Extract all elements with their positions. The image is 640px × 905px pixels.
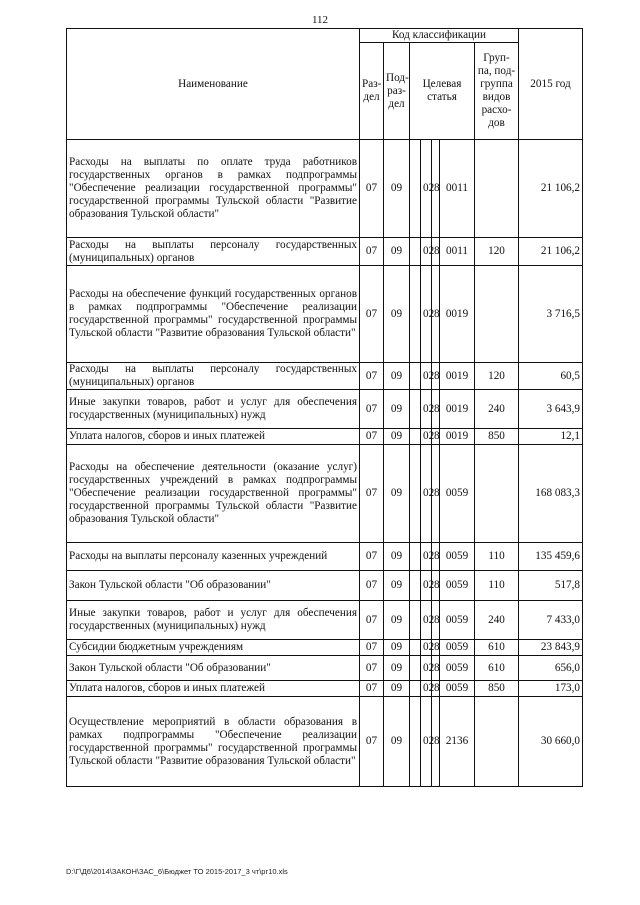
row-direction-code: 0059 — [440, 681, 475, 697]
row-program-code: 02 — [421, 601, 432, 640]
row-amount: 3 643,9 — [519, 390, 583, 429]
header-name: Наименование — [67, 29, 360, 140]
file-path-footer: D:\Г\Д6\2014\ЗАКОН\ЗАС_6\Бюджет ТО 2015-2017_3 чт\рг10.xls — [66, 867, 288, 876]
row-razdel: 07 — [360, 429, 384, 445]
row-expense-type: 240 — [475, 601, 519, 640]
header-code: Код классификации — [360, 29, 519, 43]
row-program-code: 02 — [421, 140, 432, 238]
table-row — [67, 601, 583, 640]
row-podrazdel: 09 — [384, 238, 410, 266]
row-podrazdel: 09 — [384, 640, 410, 656]
row-expense-type: 120 — [475, 363, 519, 390]
row-direction-code: 0011 — [440, 140, 475, 238]
row-program-code: 02 — [421, 681, 432, 697]
row-podrazdel: 09 — [384, 681, 410, 697]
row-amount: 12,1 — [519, 429, 583, 445]
page-number: 112 — [311, 14, 329, 26]
row-amount: 517,8 — [519, 571, 583, 601]
row-separator — [410, 140, 421, 238]
row-razdel: 07 — [360, 601, 384, 640]
row-separator — [410, 697, 421, 787]
row-separator — [410, 390, 421, 429]
row-expense-type: 850 — [475, 681, 519, 697]
row-podrazdel: 09 — [384, 571, 410, 601]
header-year: 2015 год — [519, 29, 583, 140]
row-name: Расходы на обеспечение функций государственных органов в рамках подпрограммы "Обеспечение реализации государственной программы" государственной программы Тульской области "Развитие образования Тульской области" — [67, 266, 360, 363]
row-podrazdel: 09 — [384, 363, 410, 390]
row-direction-code: 0059 — [440, 601, 475, 640]
row-amount: 656,0 — [519, 656, 583, 681]
row-subprogram-code: 8 — [432, 266, 440, 363]
row-razdel: 07 — [360, 681, 384, 697]
row-program-code: 02 — [421, 697, 432, 787]
row-expense-type: 110 — [475, 571, 519, 601]
row-podrazdel: 09 — [384, 266, 410, 363]
row-expense-type: 610 — [475, 656, 519, 681]
row-podrazdel: 09 — [384, 697, 410, 787]
row-name: Расходы на выплаты персоналу государственных (муниципальных) органов — [67, 363, 360, 390]
table-row — [67, 238, 583, 266]
row-name: Иные закупки товаров, работ и услуг для обеспечения государственных (муниципальных) нужд — [67, 390, 360, 429]
row-separator — [410, 543, 421, 571]
row-subprogram-code: 8 — [432, 697, 440, 787]
row-name: Расходы на выплаты персоналу казенных учреждений — [67, 543, 360, 571]
row-amount: 30 660,0 — [519, 697, 583, 787]
row-name: Уплата налогов, сборов и иных платежей — [67, 429, 360, 445]
row-name: Уплата налогов, сборов и иных платежей — [67, 681, 360, 697]
row-name: Расходы на выплаты персоналу государственных (муниципальных) органов — [67, 238, 360, 266]
table-row — [67, 266, 583, 363]
row-amount: 7 433,0 — [519, 601, 583, 640]
table-row — [67, 656, 583, 681]
row-separator — [410, 363, 421, 390]
row-program-code: 02 — [421, 266, 432, 363]
row-podrazdel: 09 — [384, 656, 410, 681]
row-razdel: 07 — [360, 640, 384, 656]
row-direction-code: 2136 — [440, 697, 475, 787]
row-subprogram-code: 8 — [432, 445, 440, 543]
row-razdel: 07 — [360, 543, 384, 571]
table-row — [67, 543, 583, 571]
row-separator — [410, 656, 421, 681]
row-amount: 168 083,3 — [519, 445, 583, 543]
row-expense-type — [475, 266, 519, 363]
row-separator — [410, 640, 421, 656]
header-target: Целевая статья — [410, 43, 475, 140]
row-subprogram-code: 8 — [432, 140, 440, 238]
row-amount: 21 106,2 — [519, 238, 583, 266]
row-program-code: 02 — [421, 390, 432, 429]
row-direction-code: 0059 — [440, 543, 475, 571]
row-name: Субсидии бюджетным учреждениям — [67, 640, 360, 656]
row-separator — [410, 571, 421, 601]
header-razdel: Раз-дел — [360, 43, 384, 140]
row-podrazdel: 09 — [384, 390, 410, 429]
header-podrazdel: Под-раз-дел — [384, 43, 410, 140]
row-subprogram-code: 8 — [432, 429, 440, 445]
table-row — [67, 681, 583, 697]
row-subprogram-code: 8 — [432, 363, 440, 390]
row-separator — [410, 601, 421, 640]
row-direction-code: 0059 — [440, 445, 475, 543]
table-row — [67, 697, 583, 787]
row-amount: 23 843,9 — [519, 640, 583, 656]
row-razdel: 07 — [360, 571, 384, 601]
row-expense-type: 120 — [475, 238, 519, 266]
row-razdel: 07 — [360, 266, 384, 363]
row-razdel: 07 — [360, 238, 384, 266]
table-row — [67, 140, 583, 238]
row-direction-code: 0011 — [440, 238, 475, 266]
row-subprogram-code: 8 — [432, 656, 440, 681]
row-direction-code: 0019 — [440, 363, 475, 390]
row-razdel: 07 — [360, 656, 384, 681]
row-direction-code: 0019 — [440, 390, 475, 429]
row-separator — [410, 266, 421, 363]
row-separator — [410, 238, 421, 266]
row-expense-type — [475, 697, 519, 787]
row-podrazdel: 09 — [384, 445, 410, 543]
row-program-code: 02 — [421, 445, 432, 543]
row-program-code: 02 — [421, 543, 432, 571]
row-expense-type: 850 — [475, 429, 519, 445]
row-direction-code: 0019 — [440, 429, 475, 445]
row-expense-type: 610 — [475, 640, 519, 656]
row-razdel: 07 — [360, 445, 384, 543]
row-program-code: 02 — [421, 571, 432, 601]
row-name: Иные закупки товаров, работ и услуг для обеспечения государственных (муниципальных) нужд — [67, 601, 360, 640]
row-program-code: 02 — [421, 640, 432, 656]
row-razdel: 07 — [360, 363, 384, 390]
table-row — [67, 390, 583, 429]
table-row — [67, 445, 583, 543]
table-row — [67, 363, 583, 390]
row-subprogram-code: 8 — [432, 238, 440, 266]
header-group: Груп-па, под-группа видов расхо-дов — [475, 43, 519, 140]
row-amount: 173,0 — [519, 681, 583, 697]
row-name: Закон Тульской области "Об образовании" — [67, 656, 360, 681]
row-direction-code: 0059 — [440, 656, 475, 681]
row-razdel: 07 — [360, 140, 384, 238]
row-direction-code: 0059 — [440, 571, 475, 601]
row-podrazdel: 09 — [384, 543, 410, 571]
row-podrazdel: 09 — [384, 601, 410, 640]
row-program-code: 02 — [421, 238, 432, 266]
table-row — [67, 640, 583, 656]
row-separator — [410, 681, 421, 697]
row-subprogram-code: 8 — [432, 543, 440, 571]
row-name: Расходы на выплаты по оплате труда работников государственных органов в рамках подпрограммы "Обеспечение реализации государственной программы" государственной программы Тульской области "Развитие образования Тульской области" — [67, 140, 360, 238]
row-amount: 60,5 — [519, 363, 583, 390]
row-direction-code: 0019 — [440, 266, 475, 363]
row-subprogram-code: 8 — [432, 390, 440, 429]
row-separator — [410, 445, 421, 543]
row-name: Осуществление мероприятий в области образования в рамках подпрограммы "Обеспечение реализации государственной программы" государственной программы Тульской области "Развитие образования Тульской области" — [67, 697, 360, 787]
row-podrazdel: 09 — [384, 140, 410, 238]
row-razdel: 07 — [360, 390, 384, 429]
row-subprogram-code: 8 — [432, 681, 440, 697]
row-program-code: 02 — [421, 656, 432, 681]
row-expense-type — [475, 445, 519, 543]
row-podrazdel: 09 — [384, 429, 410, 445]
row-amount: 3 716,5 — [519, 266, 583, 363]
row-program-code: 02 — [421, 429, 432, 445]
row-direction-code: 0059 — [440, 640, 475, 656]
row-amount: 21 106,2 — [519, 140, 583, 238]
row-separator — [410, 429, 421, 445]
row-expense-type — [475, 140, 519, 238]
budget-table — [66, 28, 583, 787]
row-name: Расходы на обеспечение деятельности (оказание услуг) государственных учреждений в рамках подпрограммы "Обеспечение реализации государственной программы" государственной программы Тульской области "Развитие образования Тульской области" — [67, 445, 360, 543]
row-subprogram-code: 8 — [432, 601, 440, 640]
row-razdel: 07 — [360, 697, 384, 787]
table-row — [67, 429, 583, 445]
row-expense-type: 240 — [475, 390, 519, 429]
row-subprogram-code: 8 — [432, 571, 440, 601]
row-name: Закон Тульской области "Об образовании" — [67, 571, 360, 601]
row-amount: 135 459,6 — [519, 543, 583, 571]
row-expense-type: 110 — [475, 543, 519, 571]
row-subprogram-code: 8 — [432, 640, 440, 656]
table-row — [67, 571, 583, 601]
row-program-code: 02 — [421, 363, 432, 390]
